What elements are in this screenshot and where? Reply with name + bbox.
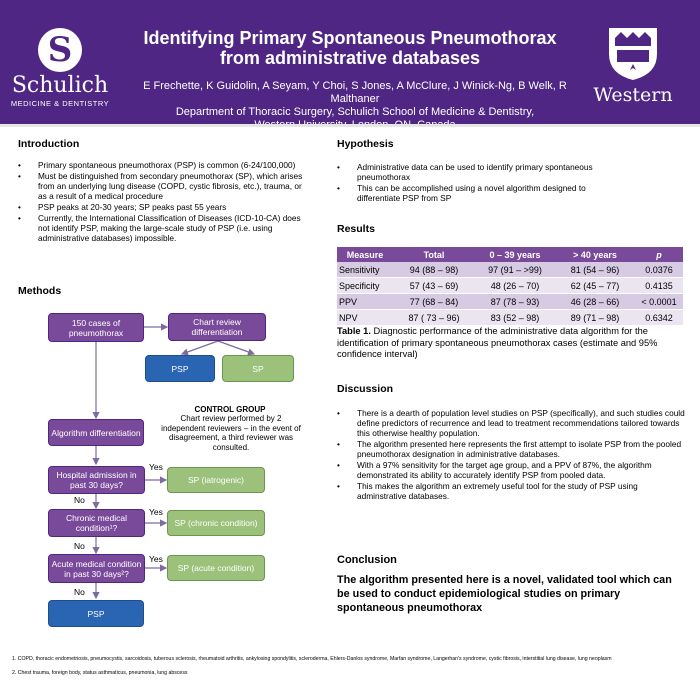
flow-cases-box: 150 cases of pneumothorax	[48, 313, 144, 342]
table-cell: < 0.0001	[635, 294, 683, 310]
list-item: • Primary spontaneous pneumothorax (PSP) is common (6-24/100,000)	[18, 160, 308, 170]
table-cell: 62 (45 – 77)	[555, 278, 635, 294]
col-40-plus: > 40 years	[555, 247, 635, 262]
list-item: • Must be distinguished from secondary pneumothorax (SP), which arises from an underlying lung disease (COPD, cystic fibrosis, etc.), trauma, or as a result of a medical procedure	[18, 171, 308, 202]
table-cell: 0.4135	[635, 278, 683, 294]
col-0-39: 0 – 39 years	[475, 247, 555, 262]
table-caption	[337, 326, 687, 361]
table-header-row	[337, 247, 683, 262]
title-line-2: from administrative databases	[219, 48, 481, 68]
table-cell: 87 (78 – 93)	[475, 294, 555, 310]
title-line-1: Identifying Primary Spontaneous Pneumothorax	[143, 28, 557, 48]
q3-yes-label: Yes	[149, 554, 163, 564]
flow-r2-box: SP (chronic condition)	[167, 510, 265, 536]
flow-chart-review-box: Chart review differentiation	[168, 313, 266, 341]
control-group-title: CONTROL GROUP	[194, 405, 266, 414]
results-table	[337, 247, 683, 326]
table-cell: 87 ( 73 – 96)	[393, 310, 475, 326]
col-measure: Measure	[337, 247, 393, 262]
results-heading: Results	[337, 223, 375, 235]
table-cell: 0.6342	[635, 310, 683, 326]
table-cell: 94 (88 – 98)	[393, 262, 475, 278]
list-item: • PSP peaks at 20-30 years; SP peaks past 55 years	[18, 202, 308, 212]
arrow-chart-to-psp	[182, 341, 218, 354]
flow-r3-box: SP (acute condition)	[167, 555, 265, 581]
discussion-heading: Discussion	[337, 383, 394, 395]
table-cell: 81 (54 – 96)	[555, 262, 635, 278]
hypothesis-heading: Hypothesis	[337, 138, 394, 150]
table-cell: 77 (68 – 84)	[393, 294, 475, 310]
flow-sp-top-box: SP	[222, 355, 294, 382]
table-cell: 46 (28 – 66)	[555, 294, 635, 310]
table-cell: Sensitivity	[337, 262, 393, 278]
introduction-heading: Introduction	[18, 138, 80, 150]
q3-no-label: No	[74, 587, 85, 597]
caption-text: Diagnostic performance of the administrative data algorithm for the identification of primary spontaneous pneumothorax cases (estimate and 95% confidence interval)	[337, 326, 658, 359]
table-cell: PPV	[337, 294, 393, 310]
col-total: Total	[393, 247, 475, 262]
q2-yes-label: Yes	[149, 507, 163, 517]
table-cell: 89 (71 – 98)	[555, 310, 635, 326]
caption-label: Table 1.	[337, 326, 371, 336]
table-row	[337, 310, 683, 326]
table-cell: 48 (26 – 70)	[475, 278, 555, 294]
schulich-logo-name: Schulich	[11, 73, 109, 98]
table-cell: 0.0376	[635, 262, 683, 278]
authors: E Frechette, K Guidolin, A Seyam, Y Choi, S Jones, A McClure, J Winick-Ng, B Welk, R Malthaner	[143, 80, 567, 105]
flow-psp-final-box: PSP	[48, 600, 144, 627]
list-item: • Administrative data can be used to identify primary spontaneous pneumothorax	[337, 162, 602, 182]
footnote-1: 1. COPD, thoracic endometriosis, pneumocystis, sarcoidosis, tuberous sclerosis, rheumatoid arthritis, ankylosing spondylitis, scleroderma, Ehlers-Danlos syndrome, Marfan syndrome, Langerhan's syndrome, cystic fibrosis, interstitial lung disease, lung neoplasm	[12, 656, 612, 662]
table-cell: NPV	[337, 310, 393, 326]
table-row	[337, 294, 683, 310]
list-item: • Currently, the International Classification of Diseases (ICD-10-CA) does not identify PSP, making the large-scale study of PSP (i.e. using administrative databases) impossible.	[18, 213, 308, 244]
list-item: • The algorithm presented here represents the first attempt to isolate PSP from the pooled pneumothorax designation in administrative databases.	[337, 439, 685, 459]
table-row	[337, 278, 683, 294]
list-item: • With a 97% sensitivity for the target age group, and a PPV of 87%, the algorithm demonstrated its ability to accurately identify PSP from pooled data.	[337, 460, 685, 480]
flow-r1-box: SP (iatrogenic)	[167, 467, 265, 493]
table-row	[337, 262, 683, 278]
table-cell: 57 (43 – 69)	[393, 278, 475, 294]
conclusion-heading: Conclusion	[337, 554, 397, 566]
flow-q3-box: Acute medical condition in past 30 days²?	[48, 554, 145, 583]
department: Department of Thoracic Surgery, Schulich School of Medicine & Dentistry,	[175, 106, 535, 118]
flow-psp-top-box: PSP	[145, 355, 215, 382]
methods-heading: Methods	[18, 285, 62, 297]
q1-yes-label: Yes	[149, 462, 163, 472]
flow-q1-box: Hospital admission in past 30 days?	[48, 466, 145, 494]
table-cell: Specificity	[337, 278, 393, 294]
flow-q2-box: Chronic medical condition¹?	[48, 509, 145, 537]
arrow-chart-to-sp	[218, 341, 254, 354]
schulich-s-icon: S	[38, 28, 82, 72]
q2-no-label: No	[74, 541, 85, 551]
list-item: • This can be accomplished using a novel algorithm designed to differentiate PSP from SP	[337, 183, 602, 203]
control-group-text: Chart review performed by 2 independent reviewers – in the event of disagreement, a third reviewer was consulted.	[161, 414, 301, 452]
hypothesis-list	[337, 162, 602, 204]
discussion-list	[337, 408, 685, 502]
q1-no-label: No	[74, 495, 85, 505]
flow-algorithm-box: Algorithm differentiation	[48, 419, 144, 446]
conclusion-text: The algorithm presented here is a novel, validated tool which can be used to conduct epidemiological studies on primary spontaneous pneumothorax	[337, 574, 672, 614]
col-p: p	[635, 247, 683, 262]
table-cell: 83 (52 – 98)	[475, 310, 555, 326]
western-logo-name: Western	[593, 84, 673, 106]
schulich-logo-sub: MEDICINE & DENTISTRY	[10, 99, 110, 108]
table-cell: 97 (91 – >99)	[475, 262, 555, 278]
list-item: • There is a dearth of population level studies on PSP (specifically), and such studies could define predictors of recurrence and lead to treatment recommendations tailored towards this otherwise healthy population.	[337, 408, 685, 439]
footnote-2: 2. Chest trauma, foreign body, status asthmaticus, pneumonia, lung abscess	[12, 670, 188, 676]
list-item: • This makes the algorithm an extremely useful tool for the study of PSP using adminstrative databases.	[337, 481, 685, 501]
